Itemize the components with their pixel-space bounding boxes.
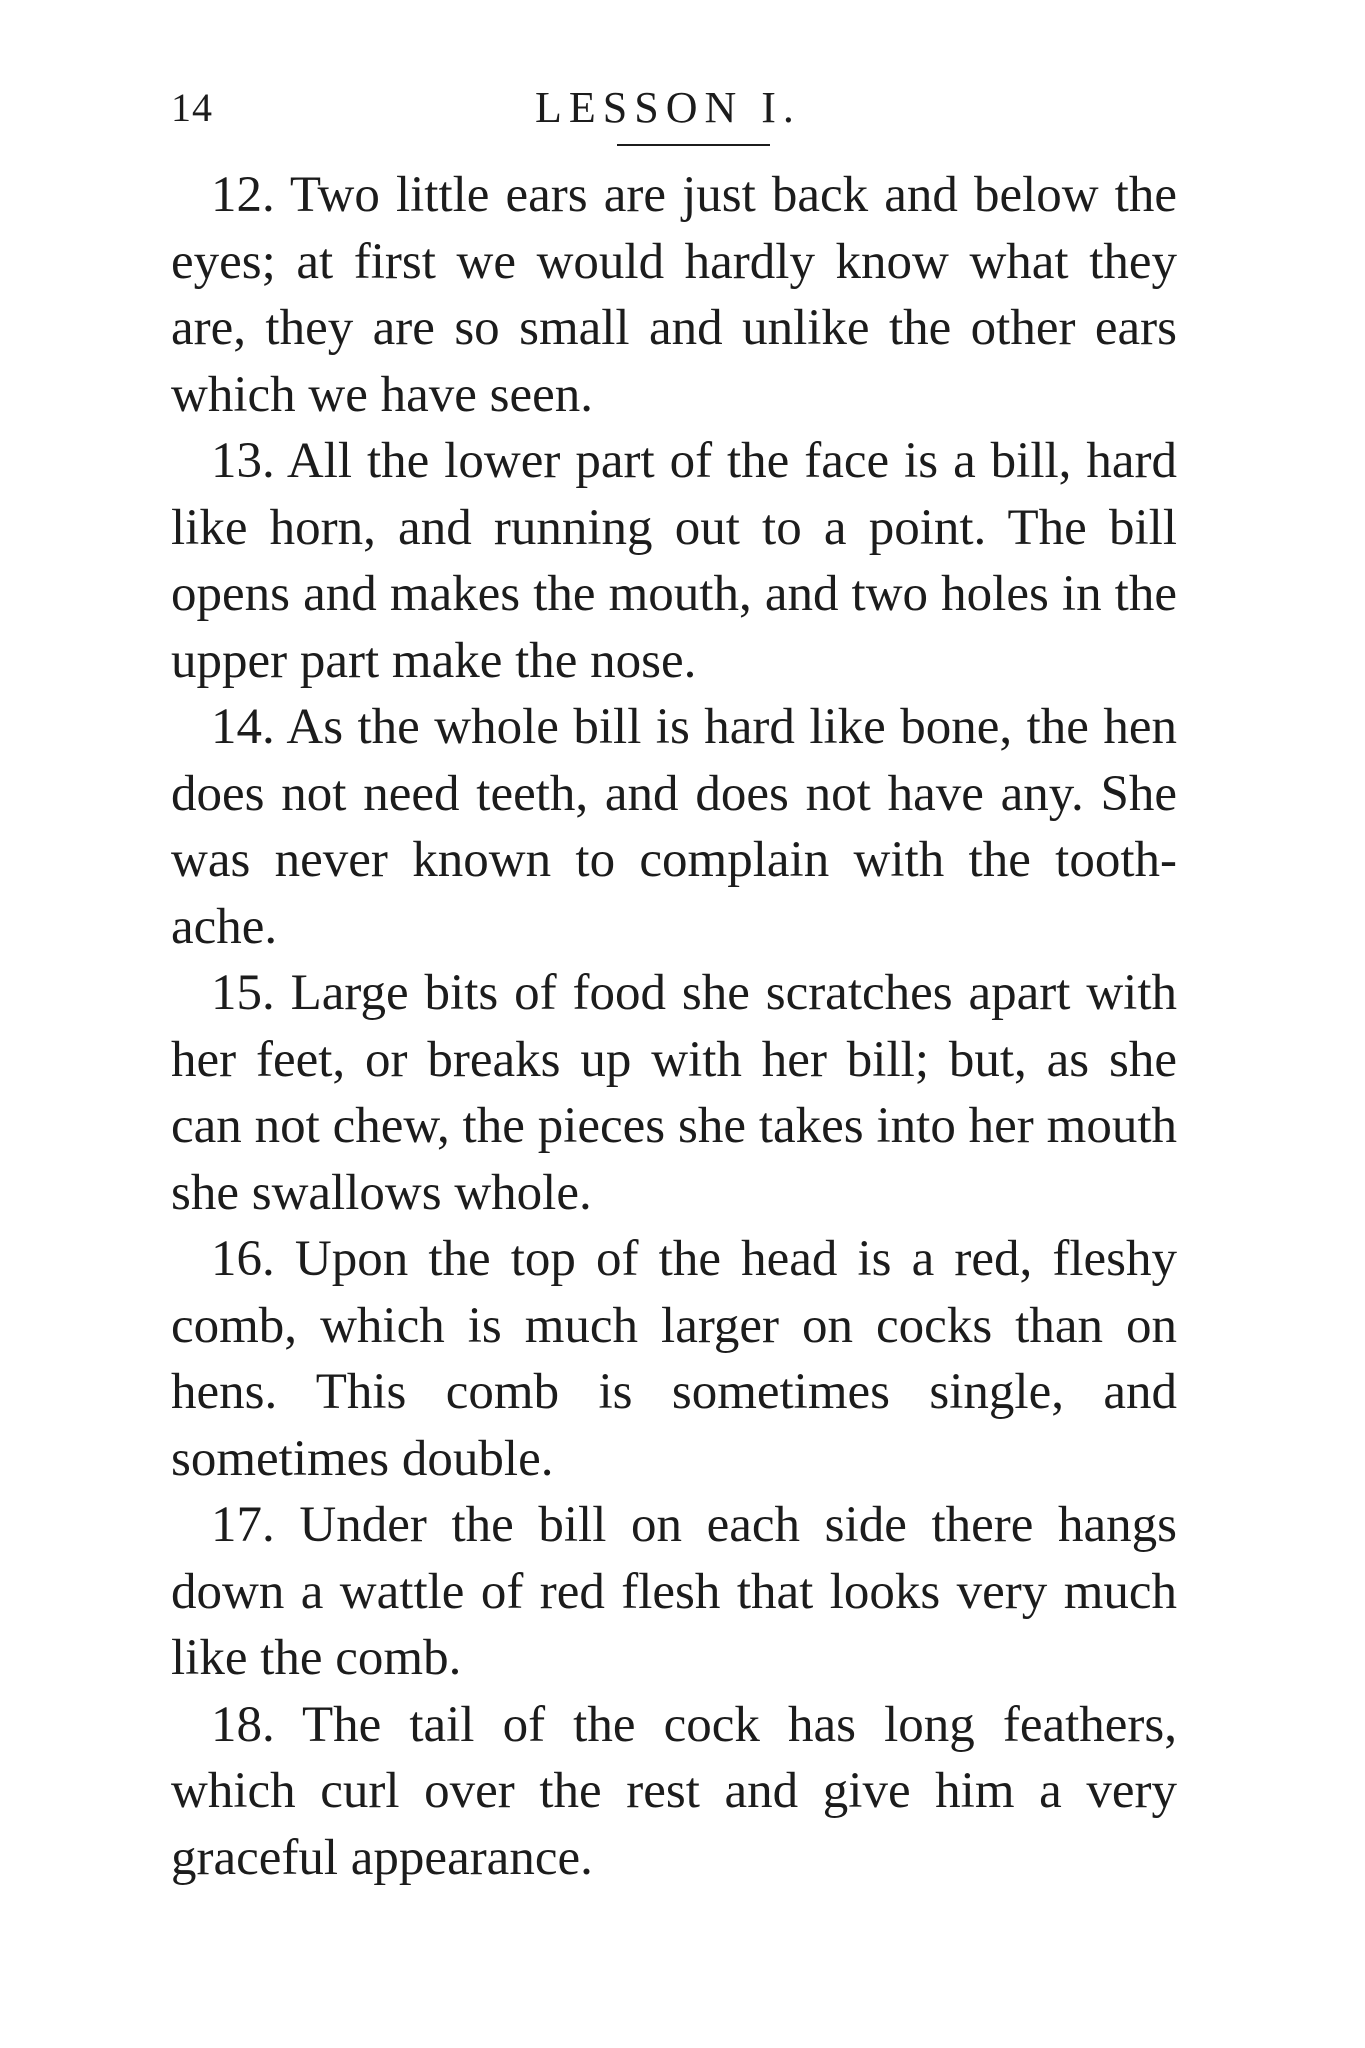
paragraph-16: 16. Upon the top of the head is a red, fleshy comb, which is much larger on cocks than on hens. This comb is sometimes single, and sometimes double. — [171, 1231, 1177, 1487]
paragraph-13: 13. All the lower part of the face is a bill, hard like horn, and running out to a point. The bill opens and makes the mouth, and two holes in the upper part make the nose. — [171, 433, 1177, 689]
paragraph-15: 15. Large bits of food she scratches apart with her feet, or breaks up with her bill; but, as she can not chew, the pieces she takes into her mouth she swallows whole. — [171, 965, 1177, 1221]
text-body — [171, 162, 1177, 1891]
page-number: 14 — [171, 85, 213, 130]
running-head: LESSON I. — [535, 83, 801, 132]
paragraph-14: 14. As the whole bill is hard like bone, the hen does not need teeth, and does not have any. She was never known to complain with the tooth-ache. — [171, 699, 1177, 955]
paragraph-12: 12. Two little ears are just back and below the eyes; at first we would hardly know what they are, they are so small and unlike the other ears which we have seen. — [171, 167, 1177, 423]
paragraph-17: 17. Under the bill on each side there hangs down a wattle of red flesh that looks very much like the comb. — [171, 1497, 1177, 1686]
header-rule — [617, 144, 770, 146]
paragraph-18: 18. The tail of the cock has long feathers, which curl over the rest and give him a very graceful appearance. — [171, 1696, 1177, 1886]
